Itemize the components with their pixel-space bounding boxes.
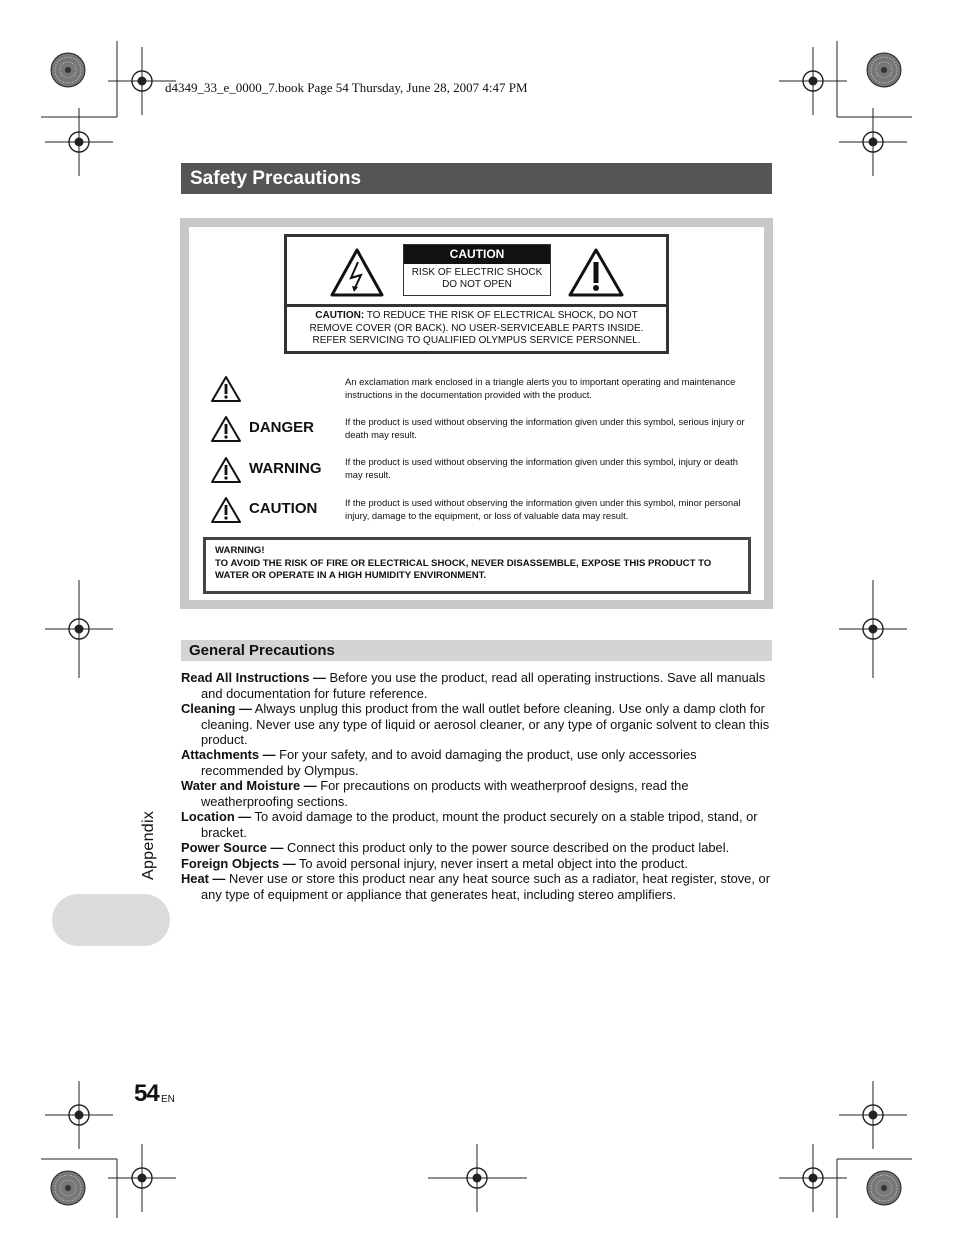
caution-label: CAUTION [249,500,318,517]
page-title: Safety Precautions [181,163,772,194]
precaution-text: Before you use the product, read all operating instructions. Save all manuals and documentation for future reference. [201,670,766,701]
side-tab-label: Appendix [140,810,157,880]
caution-description [295,310,658,348]
registration-star-icon [51,1171,85,1205]
precaution-text: Connect this product only to the power source described on the product label. [283,840,730,855]
precaution-item [181,856,773,872]
symbol-description: If the product is used without observing the information given under this symbol, minor personal injury, damage to the equipment, or loss of valuable data may result. [345,497,741,521]
caution-desc-line: TO REDUCE THE RISK OF ELECTRICAL SHOCK, DO NOT [364,310,638,321]
precaution-text: Always unplug this product from the wall outlet before cleaning. Use only a damp cloth for cleaning. Never use any type of liquid or aerosol cleaner, or any type of organic solvent to clean this product. [201,701,770,748]
exclamation-triangle-icon [210,415,242,443]
danger-label: DANGER [249,419,315,436]
page-language: EN [161,1094,175,1105]
precaution-term: Power Source — [181,840,284,855]
precaution-text: For precautions on products with weatherproof designs, read the weatherproofing sections. [201,778,689,809]
section-heading: General Precautions [181,640,772,661]
warning-label: WARNING [249,460,322,477]
caution-desc-line: REFER SERVICING TO QUALIFIED OLYMPUS SERVICE PERSONNEL. [312,335,641,347]
warning-body: TO AVOID THE RISK OF FIRE OR ELECTRICAL SHOCK, NEVER DISASSEMBLE, EXPOSE THIS PRODUCT TO WATER OR OPERATE IN A HIGH HUMIDITY ENVIRONMENT. [215,557,712,581]
lightning-warning-icon [330,248,384,298]
precaution-item [181,670,773,701]
caution-label-heading: CAUTION [404,245,550,264]
precaution-term: Water and Moisture — [181,778,317,793]
symbol-description: If the product is used without observing the information given under this symbol, injury or death may result. [345,456,738,480]
crosshair-icon [45,108,113,176]
caution-panel-divider [284,304,669,307]
precaution-term: Attachments — [181,747,276,762]
precaution-item [181,701,773,748]
registration-star-icon [867,1171,901,1205]
precaution-item [181,871,773,902]
precaution-term: Cleaning — [181,701,252,716]
warning-text [215,545,745,583]
caution-label-line: DO NOT OPEN [442,279,512,290]
registration-star-icon [867,53,901,87]
warning-heading: WARNING! [215,545,265,556]
symbol-description: An exclamation mark enclosed in a triangle alerts you to important operating and maintenance instructions in the documentation provided with the product. [345,376,736,400]
caution-label-text [404,267,550,291]
precaution-text: To avoid personal injury, never insert a metal object into the product. [295,856,688,871]
crosshair-icon [839,108,907,176]
caution-desc-line: REMOVE COVER (OR BACK). NO USER-SERVICEABLE PARTS INSIDE. [309,322,644,334]
exclamation-triangle-icon [210,375,242,403]
registration-star-icon [51,53,85,87]
crosshair-icon [839,1081,907,1149]
symbol-description: If the product is used without observing the information given under this symbol, serious injury or death may result. [345,416,745,440]
precaution-term: Location — [181,809,252,824]
precaution-text: To avoid damage to the product, mount the product securely on a stable tripod, stand, or bracket. [201,809,758,840]
precaution-item [181,778,773,809]
precaution-text: For your safety, and to avoid damaging the product, use only accessories recommended by Olympus. [201,747,697,778]
precaution-item [181,840,773,856]
exclamation-triangle-icon [210,456,242,484]
precaution-term: Heat — [181,871,226,886]
precaution-term: Read All Instructions — [181,670,326,685]
caution-desc-bold: CAUTION: [315,310,365,321]
exclamation-triangle-icon [210,496,242,524]
precaution-text: Never use or store this product near any heat source such as a radiator, heat register, stove, or any type of equipment or appliance that generates heat, including stereo amplifiers. [201,871,770,902]
precaution-term: Foreign Objects — [181,856,296,871]
crosshair-icon [108,1144,176,1212]
page-number: 54 [134,1080,159,1107]
side-tab [52,894,170,946]
precaution-item [181,747,773,778]
crosshair-icon [45,1081,113,1149]
precaution-item [181,809,773,840]
caution-label-line: RISK OF ELECTRIC SHOCK [411,267,543,278]
exclamation-warning-icon [568,248,624,298]
print-header-line: d4349_33_e_0000_7.book Page 54 Thursday, June 28, 2007 4:47 PM [165,80,528,95]
